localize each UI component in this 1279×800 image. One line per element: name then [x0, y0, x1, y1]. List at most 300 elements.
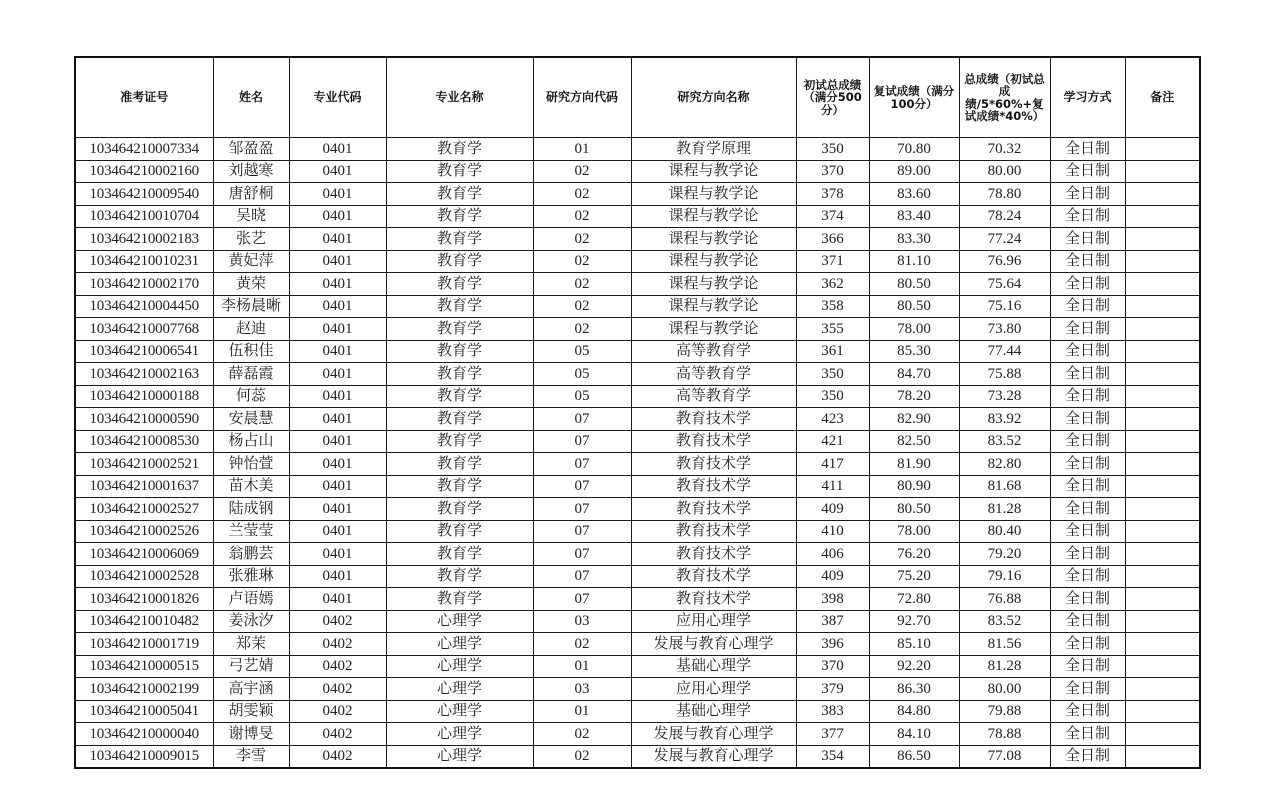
cell-study-mode: 全日制	[1050, 700, 1125, 723]
cell-major-code: 0401	[289, 543, 386, 566]
cell-study-mode: 全日制	[1050, 610, 1125, 633]
cell-major-name: 教育学	[386, 565, 533, 588]
cell-direction-name: 发展与教育心理学	[631, 633, 796, 656]
cell-retest-score: 80.90	[869, 475, 959, 498]
cell-major-code: 0401	[289, 205, 386, 228]
cell-exam-id: 103464210002160	[75, 160, 213, 183]
cell-study-mode: 全日制	[1050, 430, 1125, 453]
cell-name: 杨占山	[213, 430, 289, 453]
cell-total-score: 75.64	[959, 273, 1050, 296]
cell-study-mode: 全日制	[1050, 138, 1125, 161]
cell-remarks	[1125, 273, 1200, 296]
cell-major-code: 0401	[289, 453, 386, 476]
cell-direction-code: 02	[533, 228, 631, 251]
table-row	[75, 430, 1200, 453]
cell-direction-name: 课程与教学论	[631, 160, 796, 183]
cell-direction-code: 02	[533, 295, 631, 318]
cell-retest-score: 76.20	[869, 543, 959, 566]
cell-remarks	[1125, 183, 1200, 206]
cell-exam-id: 103464210009540	[75, 183, 213, 206]
cell-exam-id: 103464210000515	[75, 655, 213, 678]
cell-total-score: 77.08	[959, 745, 1050, 768]
cell-retest-score: 70.80	[869, 138, 959, 161]
cell-prelim-score: 355	[796, 318, 869, 341]
cell-remarks	[1125, 678, 1200, 701]
cell-direction-code: 07	[533, 498, 631, 521]
cell-name: 刘越寒	[213, 160, 289, 183]
header-direction-name: 研究方向名称	[631, 57, 796, 138]
cell-major-code: 0402	[289, 700, 386, 723]
cell-study-mode: 全日制	[1050, 250, 1125, 273]
cell-direction-name: 课程与教学论	[631, 228, 796, 251]
header-major-code: 专业代码	[289, 57, 386, 138]
cell-direction-name: 教育技术学	[631, 498, 796, 521]
cell-total-score: 80.40	[959, 520, 1050, 543]
cell-study-mode: 全日制	[1050, 318, 1125, 341]
cell-study-mode: 全日制	[1050, 655, 1125, 678]
cell-direction-name: 课程与教学论	[631, 205, 796, 228]
cell-name: 吴晓	[213, 205, 289, 228]
cell-retest-score: 86.50	[869, 745, 959, 768]
cell-name: 何蕊	[213, 385, 289, 408]
cell-major-name: 教育学	[386, 543, 533, 566]
cell-name: 陆成钢	[213, 498, 289, 521]
table-row	[75, 543, 1200, 566]
cell-major-name: 教育学	[386, 318, 533, 341]
cell-direction-code: 07	[533, 565, 631, 588]
table-row	[75, 138, 1200, 161]
cell-exam-id: 103464210008530	[75, 430, 213, 453]
cell-major-code: 0402	[289, 655, 386, 678]
cell-direction-name: 高等教育学	[631, 385, 796, 408]
table-row	[75, 385, 1200, 408]
cell-retest-score: 82.50	[869, 430, 959, 453]
cell-direction-name: 高等教育学	[631, 363, 796, 386]
cell-retest-score: 83.30	[869, 228, 959, 251]
table-row	[75, 363, 1200, 386]
cell-retest-score: 81.90	[869, 453, 959, 476]
cell-remarks	[1125, 633, 1200, 656]
cell-major-name: 教育学	[386, 183, 533, 206]
cell-name: 翁鹏芸	[213, 543, 289, 566]
cell-remarks	[1125, 385, 1200, 408]
cell-name: 卢语嫣	[213, 588, 289, 611]
cell-direction-code: 02	[533, 160, 631, 183]
cell-exam-id: 103464210000590	[75, 408, 213, 431]
cell-direction-code: 05	[533, 385, 631, 408]
cell-name: 薛磊霞	[213, 363, 289, 386]
cell-name: 张艺	[213, 228, 289, 251]
cell-direction-code: 02	[533, 183, 631, 206]
table-row	[75, 565, 1200, 588]
cell-name: 谢博旻	[213, 723, 289, 746]
cell-prelim-score: 374	[796, 205, 869, 228]
cell-major-code: 0402	[289, 745, 386, 768]
cell-total-score: 77.44	[959, 340, 1050, 363]
cell-exam-id: 103464210001826	[75, 588, 213, 611]
cell-direction-name: 教育技术学	[631, 430, 796, 453]
cell-exam-id: 103464210001719	[75, 633, 213, 656]
cell-study-mode: 全日制	[1050, 160, 1125, 183]
cell-total-score: 80.00	[959, 160, 1050, 183]
cell-direction-name: 课程与教学论	[631, 250, 796, 273]
cell-prelim-score: 383	[796, 700, 869, 723]
cell-total-score: 75.88	[959, 363, 1050, 386]
cell-direction-code: 02	[533, 205, 631, 228]
cell-major-code: 0401	[289, 340, 386, 363]
cell-retest-score: 86.30	[869, 678, 959, 701]
cell-major-code: 0401	[289, 318, 386, 341]
cell-remarks	[1125, 160, 1200, 183]
cell-prelim-score: 409	[796, 498, 869, 521]
cell-direction-name: 教育技术学	[631, 543, 796, 566]
cell-direction-name: 应用心理学	[631, 678, 796, 701]
cell-direction-code: 07	[533, 588, 631, 611]
cell-remarks	[1125, 543, 1200, 566]
cell-study-mode: 全日制	[1050, 520, 1125, 543]
cell-remarks	[1125, 723, 1200, 746]
cell-study-mode: 全日制	[1050, 475, 1125, 498]
cell-major-name: 心理学	[386, 610, 533, 633]
cell-remarks	[1125, 408, 1200, 431]
table-row	[75, 588, 1200, 611]
cell-remarks	[1125, 475, 1200, 498]
cell-exam-id: 103464210000040	[75, 723, 213, 746]
cell-direction-code: 07	[533, 520, 631, 543]
cell-direction-name: 基础心理学	[631, 700, 796, 723]
cell-prelim-score: 354	[796, 745, 869, 768]
cell-direction-name: 教育技术学	[631, 408, 796, 431]
cell-exam-id: 103464210002163	[75, 363, 213, 386]
cell-direction-name: 课程与教学论	[631, 295, 796, 318]
cell-total-score: 81.56	[959, 633, 1050, 656]
cell-retest-score: 80.50	[869, 295, 959, 318]
cell-direction-code: 07	[533, 543, 631, 566]
cell-major-code: 0401	[289, 295, 386, 318]
cell-name: 黄妃萍	[213, 250, 289, 273]
cell-exam-id: 103464210010482	[75, 610, 213, 633]
cell-name: 黄荣	[213, 273, 289, 296]
cell-major-name: 心理学	[386, 723, 533, 746]
cell-total-score: 75.16	[959, 295, 1050, 318]
cell-name: 苗木美	[213, 475, 289, 498]
cell-direction-code: 02	[533, 745, 631, 768]
cell-study-mode: 全日制	[1050, 183, 1125, 206]
cell-study-mode: 全日制	[1050, 543, 1125, 566]
table-header-row	[75, 57, 1200, 138]
cell-direction-code: 02	[533, 723, 631, 746]
cell-remarks	[1125, 138, 1200, 161]
cell-major-name: 心理学	[386, 655, 533, 678]
cell-study-mode: 全日制	[1050, 453, 1125, 476]
table-row	[75, 340, 1200, 363]
cell-remarks	[1125, 655, 1200, 678]
cell-prelim-score: 410	[796, 520, 869, 543]
cell-retest-score: 85.30	[869, 340, 959, 363]
table-row	[75, 723, 1200, 746]
cell-major-name: 心理学	[386, 700, 533, 723]
cell-direction-name: 发展与教育心理学	[631, 745, 796, 768]
table-row	[75, 250, 1200, 273]
cell-major-name: 教育学	[386, 363, 533, 386]
cell-major-name: 教育学	[386, 340, 533, 363]
cell-study-mode: 全日制	[1050, 745, 1125, 768]
table-row	[75, 295, 1200, 318]
cell-total-score: 79.16	[959, 565, 1050, 588]
cell-major-name: 教育学	[386, 498, 533, 521]
cell-major-code: 0401	[289, 160, 386, 183]
cell-prelim-score: 370	[796, 655, 869, 678]
cell-major-code: 0402	[289, 610, 386, 633]
cell-major-name: 教育学	[386, 408, 533, 431]
cell-name: 赵迪	[213, 318, 289, 341]
cell-direction-name: 教育技术学	[631, 520, 796, 543]
cell-prelim-score: 350	[796, 138, 869, 161]
cell-prelim-score: 379	[796, 678, 869, 701]
cell-retest-score: 84.80	[869, 700, 959, 723]
cell-retest-score: 84.10	[869, 723, 959, 746]
cell-major-name: 教育学	[386, 295, 533, 318]
cell-exam-id: 103464210007334	[75, 138, 213, 161]
cell-major-name: 教育学	[386, 385, 533, 408]
cell-name: 姜泳汐	[213, 610, 289, 633]
cell-study-mode: 全日制	[1050, 678, 1125, 701]
table-row	[75, 475, 1200, 498]
cell-prelim-score: 361	[796, 340, 869, 363]
cell-remarks	[1125, 520, 1200, 543]
cell-major-name: 教育学	[386, 588, 533, 611]
cell-major-name: 教育学	[386, 228, 533, 251]
cell-major-name: 教育学	[386, 160, 533, 183]
cell-major-name: 教育学	[386, 430, 533, 453]
cell-remarks	[1125, 588, 1200, 611]
cell-major-name: 教育学	[386, 138, 533, 161]
cell-total-score: 76.88	[959, 588, 1050, 611]
cell-remarks	[1125, 498, 1200, 521]
cell-prelim-score: 387	[796, 610, 869, 633]
table-row	[75, 700, 1200, 723]
cell-remarks	[1125, 700, 1200, 723]
cell-name: 李雪	[213, 745, 289, 768]
cell-major-code: 0401	[289, 363, 386, 386]
cell-prelim-score: 371	[796, 250, 869, 273]
cell-major-code: 0401	[289, 520, 386, 543]
cell-major-code: 0401	[289, 385, 386, 408]
cell-study-mode: 全日制	[1050, 385, 1125, 408]
table-row	[75, 228, 1200, 251]
cell-retest-score: 78.00	[869, 318, 959, 341]
table-row	[75, 655, 1200, 678]
cell-direction-name: 应用心理学	[631, 610, 796, 633]
cell-major-name: 教育学	[386, 205, 533, 228]
cell-direction-code: 01	[533, 700, 631, 723]
cell-prelim-score: 366	[796, 228, 869, 251]
cell-retest-score: 83.40	[869, 205, 959, 228]
cell-direction-name: 教育技术学	[631, 453, 796, 476]
cell-direction-name: 课程与教学论	[631, 273, 796, 296]
cell-retest-score: 92.20	[869, 655, 959, 678]
cell-exam-id: 103464210002521	[75, 453, 213, 476]
header-total-score: 总成绩（初试总成绩/5*60%+复试成绩*40%）	[959, 57, 1050, 138]
table-row	[75, 498, 1200, 521]
cell-exam-id: 103464210002528	[75, 565, 213, 588]
cell-name: 张雅琳	[213, 565, 289, 588]
cell-retest-score: 83.60	[869, 183, 959, 206]
cell-major-name: 心理学	[386, 745, 533, 768]
cell-retest-score: 82.90	[869, 408, 959, 431]
cell-direction-name: 教育学原理	[631, 138, 796, 161]
cell-remarks	[1125, 228, 1200, 251]
cell-study-mode: 全日制	[1050, 340, 1125, 363]
cell-total-score: 78.88	[959, 723, 1050, 746]
cell-study-mode: 全日制	[1050, 363, 1125, 386]
cell-prelim-score: 423	[796, 408, 869, 431]
header-name: 姓名	[213, 57, 289, 138]
table-row	[75, 273, 1200, 296]
table-row	[75, 745, 1200, 768]
cell-remarks	[1125, 565, 1200, 588]
cell-exam-id: 103464210002527	[75, 498, 213, 521]
cell-direction-name: 高等教育学	[631, 340, 796, 363]
table-row	[75, 318, 1200, 341]
table-row	[75, 408, 1200, 431]
cell-total-score: 81.28	[959, 498, 1050, 521]
cell-total-score: 80.00	[959, 678, 1050, 701]
cell-retest-score: 72.80	[869, 588, 959, 611]
cell-exam-id: 103464210006069	[75, 543, 213, 566]
cell-retest-score: 84.70	[869, 363, 959, 386]
cell-name: 郑茉	[213, 633, 289, 656]
header-major-name: 专业名称	[386, 57, 533, 138]
cell-major-code: 0401	[289, 408, 386, 431]
cell-remarks	[1125, 340, 1200, 363]
cell-retest-score: 81.10	[869, 250, 959, 273]
cell-prelim-score: 421	[796, 430, 869, 453]
cell-direction-name: 课程与教学论	[631, 318, 796, 341]
cell-exam-id: 103464210000188	[75, 385, 213, 408]
cell-major-code: 0401	[289, 138, 386, 161]
table-row	[75, 160, 1200, 183]
cell-direction-name: 课程与教学论	[631, 183, 796, 206]
header-remarks: 备注	[1125, 57, 1200, 138]
table-row	[75, 183, 1200, 206]
cell-name: 邹盈盈	[213, 138, 289, 161]
cell-remarks	[1125, 318, 1200, 341]
cell-study-mode: 全日制	[1050, 723, 1125, 746]
table-row	[75, 205, 1200, 228]
cell-retest-score: 78.00	[869, 520, 959, 543]
cell-major-name: 教育学	[386, 453, 533, 476]
cell-direction-code: 02	[533, 273, 631, 296]
cell-exam-id: 103464210007768	[75, 318, 213, 341]
cell-exam-id: 103464210004450	[75, 295, 213, 318]
header-prelim-score: 初试总成绩（满分500分）	[796, 57, 869, 138]
cell-major-code: 0402	[289, 678, 386, 701]
cell-prelim-score: 411	[796, 475, 869, 498]
cell-major-code: 0401	[289, 565, 386, 588]
cell-major-code: 0401	[289, 588, 386, 611]
cell-total-score: 77.24	[959, 228, 1050, 251]
cell-major-name: 教育学	[386, 273, 533, 296]
cell-prelim-score: 370	[796, 160, 869, 183]
cell-direction-name: 发展与教育心理学	[631, 723, 796, 746]
table-row	[75, 610, 1200, 633]
cell-prelim-score: 398	[796, 588, 869, 611]
cell-study-mode: 全日制	[1050, 205, 1125, 228]
cell-study-mode: 全日制	[1050, 588, 1125, 611]
cell-remarks	[1125, 610, 1200, 633]
cell-total-score: 83.52	[959, 430, 1050, 453]
cell-exam-id: 103464210002183	[75, 228, 213, 251]
cell-major-code: 0401	[289, 183, 386, 206]
header-direction-code: 研究方向代码	[533, 57, 631, 138]
cell-study-mode: 全日制	[1050, 273, 1125, 296]
cell-total-score: 81.68	[959, 475, 1050, 498]
cell-retest-score: 75.20	[869, 565, 959, 588]
cell-remarks	[1125, 250, 1200, 273]
cell-direction-code: 01	[533, 138, 631, 161]
cell-exam-id: 103464210010231	[75, 250, 213, 273]
cell-name: 高宇涵	[213, 678, 289, 701]
cell-prelim-score: 350	[796, 385, 869, 408]
cell-direction-code: 02	[533, 250, 631, 273]
cell-total-score: 73.28	[959, 385, 1050, 408]
cell-direction-code: 07	[533, 453, 631, 476]
table-body	[75, 138, 1200, 769]
table-row	[75, 453, 1200, 476]
cell-major-name: 教育学	[386, 520, 533, 543]
cell-total-score: 76.96	[959, 250, 1050, 273]
cell-exam-id: 103464210002526	[75, 520, 213, 543]
cell-exam-id: 103464210009015	[75, 745, 213, 768]
cell-total-score: 79.88	[959, 700, 1050, 723]
cell-prelim-score: 406	[796, 543, 869, 566]
cell-remarks	[1125, 453, 1200, 476]
cell-retest-score: 78.20	[869, 385, 959, 408]
cell-direction-code: 07	[533, 408, 631, 431]
header-exam-id: 准考证号	[75, 57, 213, 138]
table-row	[75, 520, 1200, 543]
cell-total-score: 83.92	[959, 408, 1050, 431]
header-study-mode: 学习方式	[1050, 57, 1125, 138]
cell-major-code: 0401	[289, 475, 386, 498]
cell-direction-code: 05	[533, 340, 631, 363]
cell-direction-code: 07	[533, 430, 631, 453]
cell-major-code: 0401	[289, 273, 386, 296]
cell-study-mode: 全日制	[1050, 565, 1125, 588]
cell-total-score: 78.80	[959, 183, 1050, 206]
cell-study-mode: 全日制	[1050, 228, 1125, 251]
cell-name: 胡雯颖	[213, 700, 289, 723]
table-row	[75, 678, 1200, 701]
cell-study-mode: 全日制	[1050, 408, 1125, 431]
cell-prelim-score: 378	[796, 183, 869, 206]
cell-exam-id: 103464210006541	[75, 340, 213, 363]
cell-retest-score: 85.10	[869, 633, 959, 656]
cell-exam-id: 103464210010704	[75, 205, 213, 228]
table-row	[75, 633, 1200, 656]
cell-direction-code: 07	[533, 475, 631, 498]
cell-total-score: 83.52	[959, 610, 1050, 633]
cell-exam-id: 103464210002170	[75, 273, 213, 296]
cell-remarks	[1125, 745, 1200, 768]
cell-exam-id: 103464210002199	[75, 678, 213, 701]
cell-study-mode: 全日制	[1050, 498, 1125, 521]
cell-prelim-score: 417	[796, 453, 869, 476]
cell-total-score: 82.80	[959, 453, 1050, 476]
cell-direction-name: 教育技术学	[631, 565, 796, 588]
cell-name: 钟怡萱	[213, 453, 289, 476]
